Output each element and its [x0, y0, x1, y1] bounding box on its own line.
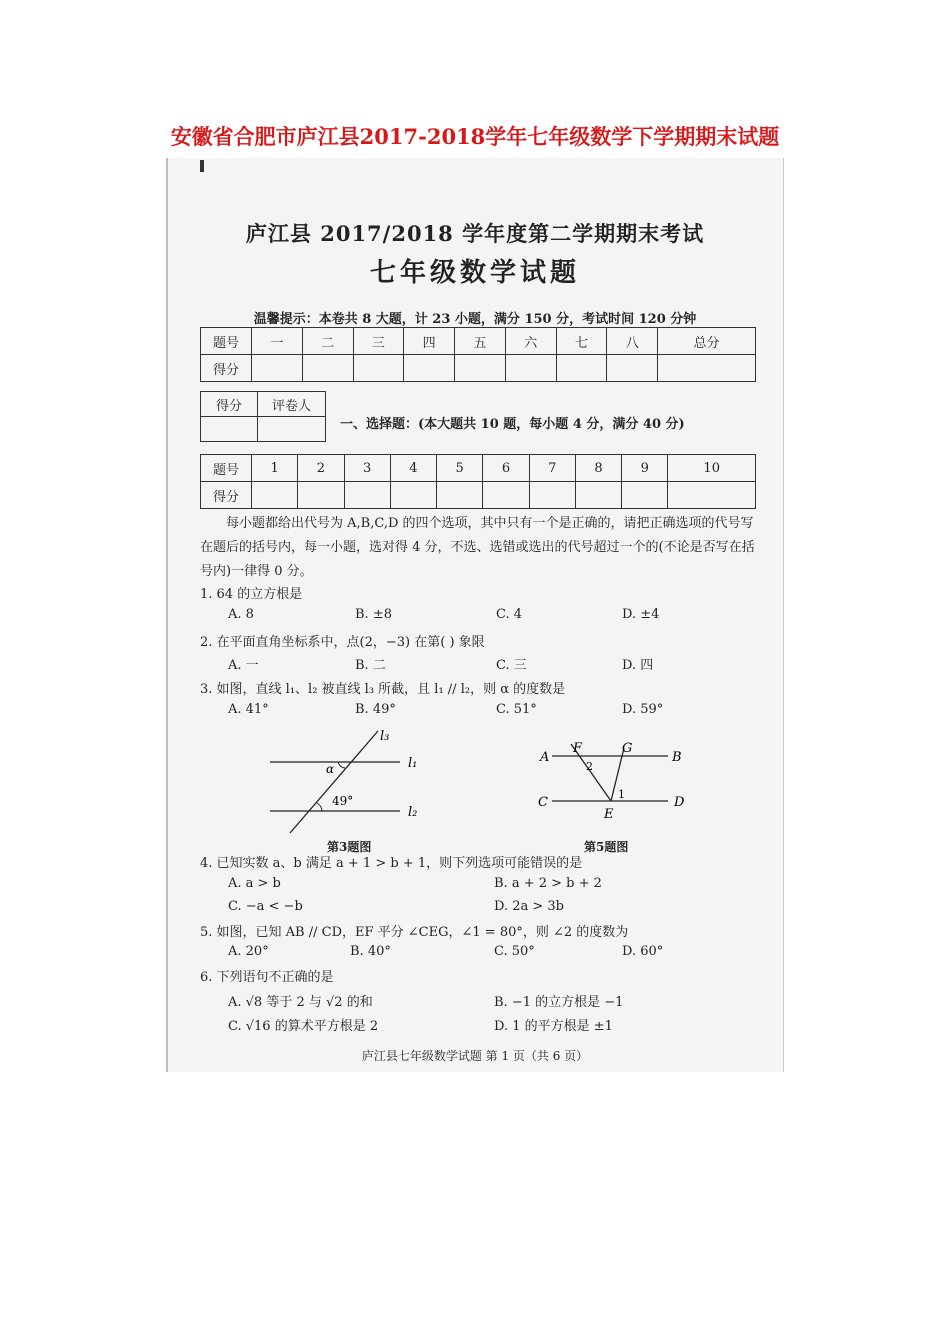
answer-blank[interactable]	[529, 482, 575, 509]
q2-option-c[interactable]: C. 三	[496, 658, 527, 673]
score-blank[interactable]	[404, 355, 455, 382]
question-2: 2. 在平面直角坐标系中，点(2，−3) 在第( ) 象限	[200, 635, 485, 650]
q1-option-c[interactable]: C. 4	[496, 607, 523, 622]
question-5: 5. 如图，已知 AB // CD，EF 平分 ∠CEG，∠1 = 80°，则 ∠2 的度数为	[200, 925, 629, 940]
score-blank[interactable]	[353, 355, 404, 382]
score-cell: 六	[505, 328, 556, 355]
label-d: D	[674, 795, 685, 810]
q5-option-c[interactable]: C. 50°	[494, 944, 535, 959]
q6-option-c[interactable]: C. √16 的算术平方根是 2	[228, 1019, 379, 1034]
q5-option-b[interactable]: B. 40°	[350, 944, 391, 959]
score-cell: 八	[607, 328, 658, 355]
answer-blank[interactable]	[622, 482, 668, 509]
score-blank[interactable]	[607, 355, 658, 382]
q4-option-b[interactable]: B. a + 2 > b + 2	[494, 876, 602, 891]
label-l2: l₂	[408, 805, 418, 820]
score-blank[interactable]	[556, 355, 607, 382]
page-footer: 庐江县七年级数学试题 第 1 页（共 6 页）	[361, 1049, 589, 1063]
label-c: C	[538, 795, 548, 810]
q2-option-b[interactable]: B. 二	[355, 658, 386, 673]
q1-option-b[interactable]: B. ±8	[355, 607, 392, 622]
q2-option-a[interactable]: A. 一	[228, 658, 259, 673]
label-alpha: α	[326, 762, 335, 776]
score-table	[200, 327, 756, 382]
score-blank[interactable]	[658, 355, 756, 382]
score-table-header-row	[201, 328, 756, 355]
exam-hint: 温馨提示：本卷共 8 大题，计 23 小题，满分 150 分，考试时间 120 分钟	[253, 312, 697, 327]
q5-option-d[interactable]: D. 60°	[622, 944, 664, 959]
answer-blank[interactable]	[390, 482, 436, 509]
q4-option-c[interactable]: C. −a < −b	[228, 899, 303, 914]
answer-blank[interactable]	[437, 482, 483, 509]
answer-table	[200, 454, 756, 509]
q5-option-a[interactable]: A. 20°	[228, 944, 269, 959]
section-heading: 一、选择题：(本大题共 10 题，每小题 4 分，满分 40 分)	[340, 417, 685, 432]
score-blank[interactable]	[505, 355, 556, 382]
score-cell: 二	[302, 328, 353, 355]
score-label: 得分	[201, 355, 252, 382]
answer-cell: 4	[390, 455, 436, 482]
q3-option-a[interactable]: A. 41°	[228, 702, 269, 717]
figure-5-caption: 第5题图	[584, 840, 629, 854]
q3-option-d[interactable]: D. 59°	[622, 702, 664, 717]
answer-cell: 6	[483, 455, 529, 482]
figure-3	[260, 725, 440, 837]
answer-cell: 2	[298, 455, 344, 482]
figure-5	[536, 738, 696, 826]
q2-option-d[interactable]: D. 四	[622, 658, 654, 673]
answer-cell: 9	[622, 455, 668, 482]
q6-option-a[interactable]: A. √8 等于 2 与 √2 的和	[228, 995, 373, 1010]
grader-name-label: 评卷人	[258, 392, 326, 417]
answer-table-score-row	[201, 482, 756, 509]
answer-cell: 7	[529, 455, 575, 482]
answer-blank[interactable]	[668, 482, 756, 509]
score-blank[interactable]	[455, 355, 506, 382]
answer-cell: 1	[252, 455, 298, 482]
grader-table	[200, 391, 326, 442]
exam-heading: 庐江县 2017/2018 学年度第二学期期末考试	[245, 221, 705, 246]
score-cell: 题号	[201, 328, 252, 355]
score-cell: 七	[556, 328, 607, 355]
q1-option-d[interactable]: D. ±4	[622, 607, 660, 622]
q6-option-d[interactable]: D. 1 的平方根是 ±1	[494, 1019, 613, 1034]
scan-mark	[200, 160, 204, 172]
question-1: 1. 64 的立方根是	[200, 587, 303, 602]
answer-cell: 5	[437, 455, 483, 482]
grader-score-blank[interactable]	[201, 417, 258, 442]
score-table-score-row	[201, 355, 756, 382]
grader-name-blank[interactable]	[258, 417, 326, 442]
score-cell: 一	[252, 328, 303, 355]
question-6: 6. 下列语句不正确的是	[200, 970, 334, 985]
answer-blank[interactable]	[483, 482, 529, 509]
score-cell: 四	[404, 328, 455, 355]
label-2: 2	[586, 760, 593, 773]
score-blank[interactable]	[302, 355, 353, 382]
answer-label: 得分	[201, 482, 252, 509]
answer-cell: 题号	[201, 455, 252, 482]
label-l3: l₃	[380, 729, 390, 744]
score-cell: 三	[353, 328, 404, 355]
label-l1: l₁	[408, 756, 418, 771]
score-cell: 五	[455, 328, 506, 355]
label-g: G	[622, 741, 633, 756]
answer-blank[interactable]	[575, 482, 621, 509]
score-cell: 总分	[658, 328, 756, 355]
grader-score-label: 得分	[201, 392, 258, 417]
label-1: 1	[618, 788, 625, 801]
answer-table-header-row	[201, 455, 756, 482]
q3-option-c[interactable]: C. 51°	[496, 702, 537, 717]
question-4: 4. 已知实数 a、b 满足 a + 1 > b + 1，则下列选项可能错误的是	[200, 856, 583, 871]
question-3: 3. 如图，直线 l₁、l₂ 被直线 l₃ 所截，且 l₁ // l₂，则 α 的度数是	[200, 682, 566, 697]
line-l3	[290, 731, 378, 833]
label-e: E	[604, 807, 614, 822]
label-b: B	[672, 750, 682, 765]
answer-cell: 3	[344, 455, 390, 482]
label-a: A	[540, 750, 550, 765]
q1-option-a[interactable]: A. 8	[228, 607, 254, 622]
score-blank[interactable]	[252, 355, 303, 382]
exam-subject: 七年级数学试题	[369, 258, 580, 288]
figure-3-caption: 第3题图	[327, 840, 372, 854]
answer-blank[interactable]	[298, 482, 344, 509]
q6-option-b[interactable]: B. −1 的立方根是 −1	[494, 995, 624, 1010]
answer-blank[interactable]	[252, 482, 298, 509]
label-f: F	[573, 741, 583, 756]
label-49: 49°	[332, 794, 354, 808]
q4-option-a[interactable]: A. a > b	[228, 876, 281, 891]
answer-blank[interactable]	[344, 482, 390, 509]
q4-option-d[interactable]: D. 2a > 3b	[494, 899, 564, 914]
q3-option-b[interactable]: B. 49°	[355, 702, 396, 717]
answer-cell: 10	[668, 455, 756, 482]
answer-cell: 8	[575, 455, 621, 482]
angle-49-arc	[317, 803, 322, 811]
document-title: 安徽省合肥市庐江县2017-2018学年七年级数学下学期期末试题	[170, 124, 780, 149]
alpha-arc	[338, 762, 345, 768]
instructions: 每小题都给出代号为 A,B,C,D 的四个选项，其中只有一个是正确的，请把正确选项的代号写在题后的括号内，每一小题，选对得 4 分，不选、选错或选出的代号超过一个的(不论是否写在括号内)一律得 0 分。	[200, 516, 755, 579]
